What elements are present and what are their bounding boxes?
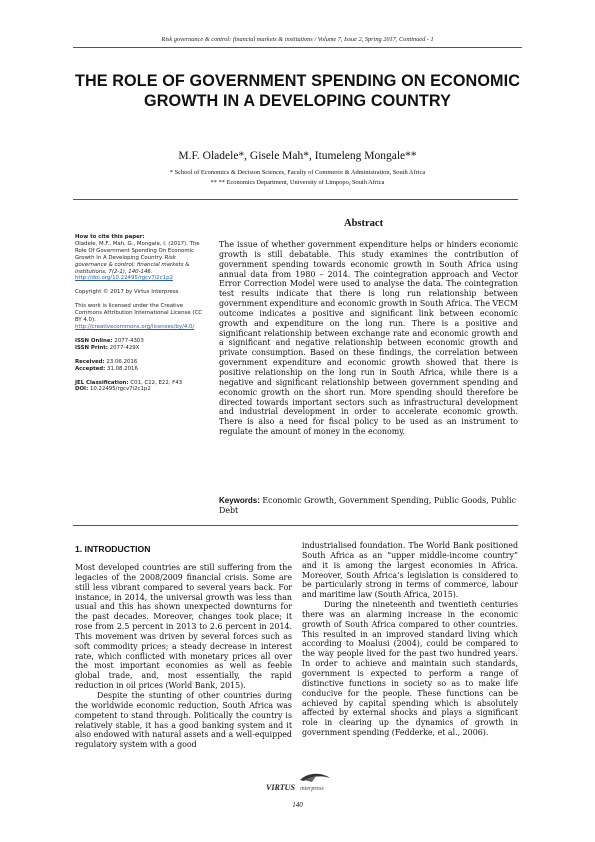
header-divider (73, 47, 522, 48)
running-header: Risk governance & control: financial markets & institutions / Volume 7, Issue 2, Spring 2017, Continued - 1 (161, 36, 434, 43)
paragraph: industrialised foundation. The World Bank positioned South Africa as an “upper middle-income country” and it is among the largest economies in Africa. Moreover, South Africa’s legislation is considered to be particularly strong in terms of commerce, labour and maritime law (South Africa, 2015). (302, 541, 518, 600)
cite-doi-link[interactable]: http://doi.org/10.22495/rgcv7i2c1p2 (75, 275, 173, 282)
svg-text:VIRTUS: VIRTUS (266, 783, 295, 792)
affiliation-2: ** ** Economics Department, University of Limpopo, South Africa (210, 179, 385, 186)
paragraph: Most developed countries are still suffering from the legacies of the 2008/2009 financial crisis. Some are still less vibrant compared to several years back. For instance, in 2014, the universal growth was less than usual and this has shown unexpected downturns for the past decades. Moreover, changes took place; it rose from 2.5 percent in 2013 to 2.6 percent in 2014. This movement was driven by several forces such as soft commodity prices; a steady decrease in interest rate, which conflicted with monetary prices all over the most important economies as well as feeble global trade, and, most essentially, the rapid reduction in oil prices (World Bank, 2015). (75, 563, 292, 691)
issn-print-label: ISSN Print: (75, 344, 108, 351)
received-label: Received: (75, 358, 105, 365)
page-number: 140 (292, 801, 303, 809)
abstract-divider (73, 525, 518, 526)
authors: M.F. Oladele*, Gisele Mah*, Itumeleng Mongale** (178, 150, 417, 162)
jel-codes: C01, C22, E22, F43 (130, 379, 183, 386)
section-heading: 1. INTRODUCTION (75, 544, 151, 554)
article-info-sidebar (75, 234, 207, 400)
accepted-label: Accepted: (75, 365, 106, 372)
cite-text: Oladele, M.F., Mah, G., Mongale, I. (2017). The Role Of Government Spending On Economic Growth In A Developing Country. (75, 240, 200, 261)
jel-label: JEL Classification: (75, 379, 129, 386)
body-column-right (302, 541, 518, 738)
keywords (219, 496, 518, 516)
svg-text:interpress: interpress (300, 786, 324, 792)
abstract-text: The issue of whether government expenditure helps or hinders economic growth is still debatable. This study examines the contribution of government spending towards economic growth in South Africa using annual data from 1980 – 2014. The cointegration approach and Vector Error Correction Model were used to analyse the data. The cointegration test results indicate that there is long run relationship between government expenditure and economic growth in South Africa. The VECM outcome indicates a positive and significant link between economic growth and expenditure on the long run. There is a positive and significant relationship between exchange rate and economic growth and a significant and negative relationship between economic growth and private consumption. Based on these findings, the correlation between government expenditure and economic growth showed that there is positive relationship on the long run in South Africa, while there is a negative and significant relationship between government spending and economic growth on the short run. More spending should therefore be directed towards important sectors such as infrastructural development and industrial development in order to accelerate economic growth. There is also a need for fiscal policy to be used as an instrument to regulate the amount of money in the economy. (219, 240, 518, 437)
accepted-date: 31.08.2016 (107, 365, 138, 372)
issn-online-label: ISSN Online: (75, 337, 113, 344)
issn-online-value: 2077-4303 (114, 337, 144, 344)
cite-journal: Risk governance & control: financial markets & institutions, 7(2-1), 140-146. (75, 254, 190, 275)
doi-value: 10.22495/rgcv7i2c1p2 (89, 386, 151, 393)
license-link[interactable]: http://creativecommons.org/licenses/by/4.0/ (75, 323, 195, 330)
abstract-heading: Abstract (344, 218, 384, 229)
cite-label: How to cite this paper: (75, 234, 145, 240)
issn-print-value: 2077-429X (109, 344, 140, 351)
affiliation-1: * School of Economics & Decision Sciences, Faculty of Commerce & Administration, South Africa (169, 169, 426, 176)
keywords-label: Keywords: (219, 496, 260, 505)
doi-label: DOI: (75, 386, 89, 393)
copyright-notice: Copyright © 2017 by Virtus Interpress (75, 289, 179, 296)
paper-title: THE ROLE OF GOVERNMENT SPENDING ON ECONOMIC GROWTH IN A DEVELOPING COUNTRY (75, 72, 520, 110)
virtus-interpress-logo (260, 770, 340, 796)
title-divider (73, 199, 518, 200)
paragraph: Despite the stunting of other countries during the worldwide economic reduction, South Africa was competent to stand through. Politically the country is relatively stable, it has a good banking system and it also endowed with natural assets and a well-equipped regulatory system with a good (75, 690, 292, 750)
keywords-list: Economic Growth, Government Spending, Public Goods, Public Debt (219, 496, 517, 515)
received-date: 23.06.2016 (106, 358, 138, 365)
license-text: This work is licensed under the Creative Commons Attribution International License (CC BY 4.0). (75, 303, 202, 324)
body-column-left (75, 563, 292, 750)
paragraph: During the nineteenth and twentieth centuries there was an alarming increase in the economic growth of South Africa compared to other countries. This resulted in an improved standard living which according to Moalusi (2004), could be compared to the way people lived for the past two hundred years. In order to achieve and maintain such standards, government is expected to perform a range of distinctive functions in society so as to make life conducive for the people. These functions can be achieved by capital spending which is absolutely affected by external shocks and plays a significant role in clearing up the dynamics of growth in government spending (Fedderke, et al., 2006). (302, 600, 518, 738)
